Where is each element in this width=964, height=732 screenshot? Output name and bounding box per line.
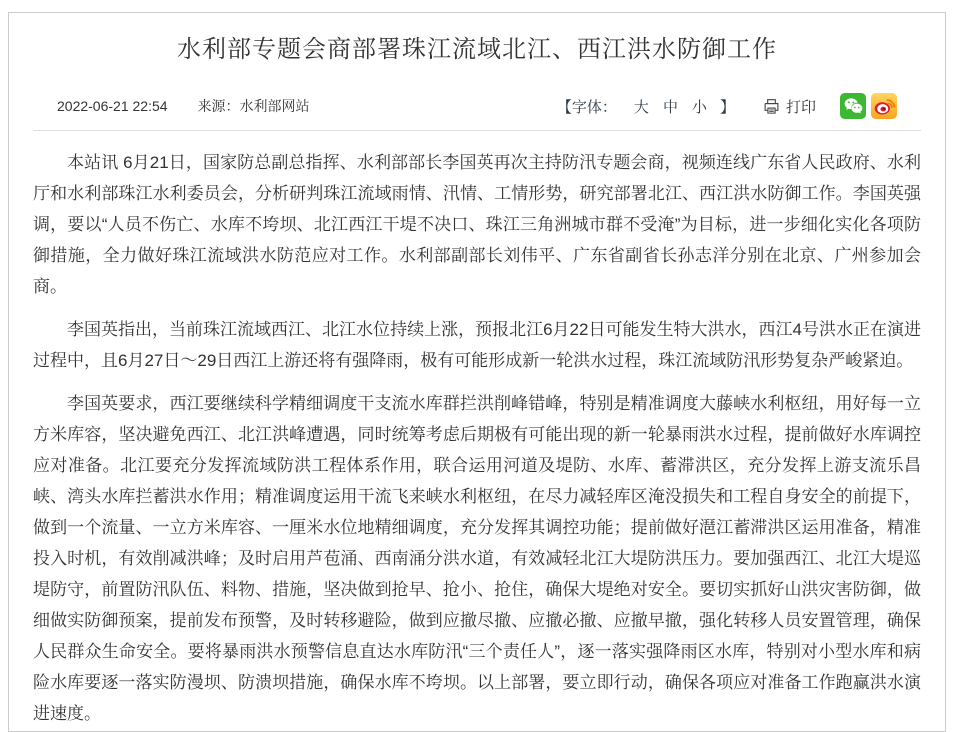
font-size-label: 【字体： (556, 98, 617, 116)
print-label: 打印 (785, 98, 816, 116)
publish-date: 2022-06-21 22:54 (57, 98, 168, 114)
weibo-icon (871, 93, 897, 119)
printer-icon (763, 98, 786, 115)
article-body (33, 131, 921, 729)
font-size-medium-button[interactable]: 中 (663, 96, 678, 117)
article-paragraph-1: 本站讯 6月21日，国家防总副总指挥、水利部部长李国英再次主持防汛专题会商，视频连线广东省人民政府、水利厅和水利部珠江水利委员会，分析研判珠江流域雨情、汛情、工情形势，研究部署北江、西江洪水防御工作。李国英强调，要以“人员不伤亡、水库不垮坝、北江西江干堤不决口、珠江三角洲城市群不受淹”为目标，进一步细化实化各项防御措施，全力做好珠江流域洪水防范应对工作。水利部副部长刘伟平、广东省副省长孙志洋分别在北京、广州参加会商。 (33, 153, 921, 296)
font-size-controls (557, 96, 735, 117)
font-size-small-button[interactable]: 小 (692, 96, 707, 117)
article-panel (8, 12, 946, 732)
font-size-large-button[interactable]: 大 (634, 96, 649, 117)
print-button[interactable] (763, 96, 816, 117)
share-buttons (840, 93, 897, 119)
article-paragraph-3: 李国英要求，西江要继续科学精细调度干支流水库群拦洪削峰错峰，特别是精准调度大藤峡水利枢纽，用好每一立方米库容，坚决避免西江、北江洪峰遭遇，同时统筹考虑后期极有可能出现的新一轮暴雨洪水过程，提前做好水库调控应对准备。北江要充分发挥流域防洪工程体系作用，联合运用河道及堤防、水库、蓄滞洪区，充分发挥上游支流乐昌峡、湾头水库拦蓄洪水作用；精准调度运用干流飞来峡水利枢纽，在尽力减轻库区淹没损失和工程自身安全的前提下，做到一个流量、一立方米库容、一厘米水位地精细调度，充分发挥其调控功能；提前做好潖江蓄滞洪区运用准备，精准投入时机，有效削减洪峰；及时启用芦苞涌、西南涌分洪水道，有效减轻北江大堤防洪压力。要加强西江、北江大堤巡堤防守，前置防汛队伍、料物、措施，坚决做到抢早、抢小、抢住，确保大堤绝对安全。要切实抓好山洪灾害防御，做细做实防御预案，提前发布预警，及时转移避险，做到应撤尽撤、应撤必撤、应撤早撤，强化转移人员安置管理，确保人民群众生命安全。要将暴雨洪水预警信息直达水库防汛“三个责任人”，逐一落实强降雨区水库，特别对小型水库和病险水库要逐一落实防漫坝、防溃坝措施，确保水库不垮坝。以上部署，要立即行动，确保各项应对准备工作跑赢洪水演进速度。 (33, 394, 921, 723)
page-title: 水利部专题会商部署珠江流域北江、西江洪水防御工作 (177, 36, 777, 63)
font-size-bracket-close: 】 (719, 98, 735, 116)
article-meta-bar (33, 92, 921, 120)
weibo-share-button[interactable] (871, 93, 897, 119)
wechat-icon (840, 93, 866, 119)
source-label: 来源：水利部网站 (197, 98, 310, 114)
wechat-share-button[interactable] (840, 93, 866, 119)
article-paragraph-2: 李国英指出，当前珠江流域西江、北江水位持续上涨，预报北江6月22日可能发生特大洪水，西江4号洪水正在演进过程中，且6月27日～29日西江上游还将有强降雨，极有可能形成新一轮洪水过程，珠江流域防汛形势复杂严峻紧迫。 (33, 320, 921, 370)
